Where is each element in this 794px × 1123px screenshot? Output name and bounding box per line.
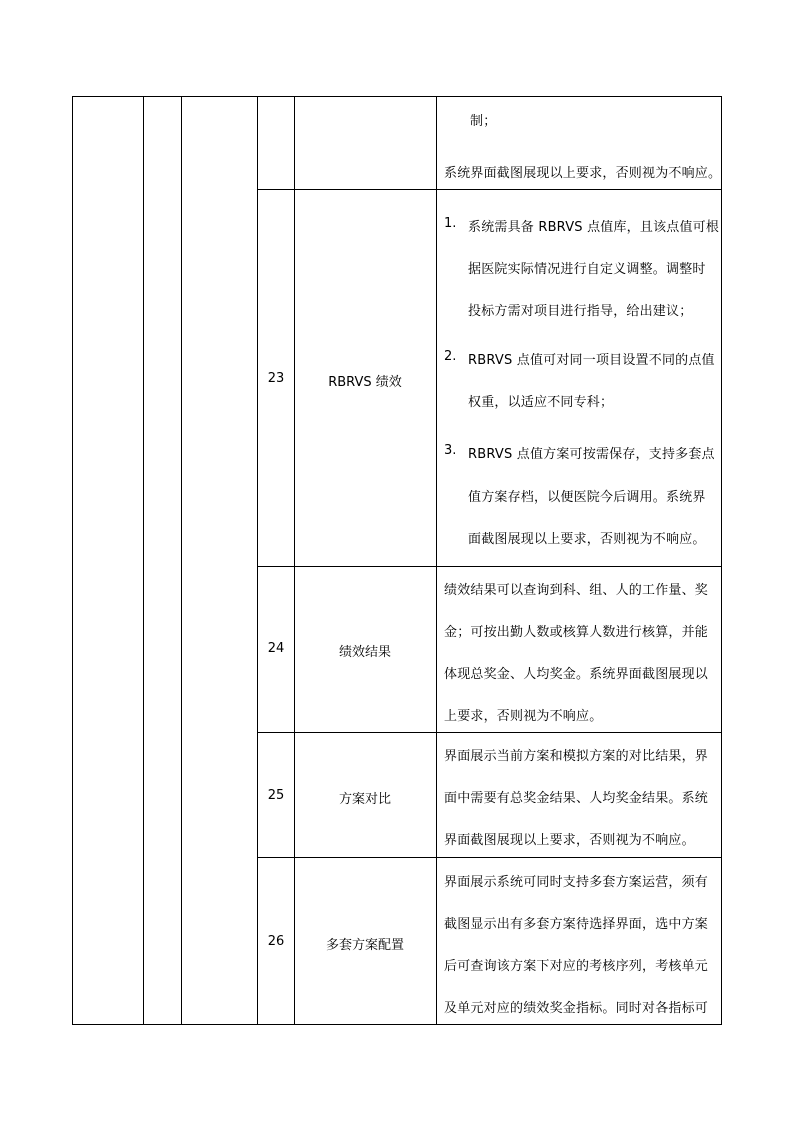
row-item-name: 多套方案配置: [325, 938, 404, 953]
requirement-line: 据医院实际情况进行自定义调整。调整时: [468, 262, 706, 277]
requirement-line: 面中需要有总奖金结果、人均奖金结果。系统: [444, 791, 709, 806]
list-marker: 2.: [444, 349, 457, 364]
requirement-line: 体现总奖金、人均奖金。系统界面截图展现以: [444, 667, 709, 682]
requirement-line: 金；可按出勤人数或核算人数进行核算，并能: [444, 625, 709, 640]
requirement-line: 后可查询该方案下对应的考核序列，考核单元: [444, 959, 709, 974]
row-border-23-24: [257, 566, 722, 567]
row-border-bottom: [72, 1024, 722, 1025]
requirement-line: 上要求，否则视为不响应。: [444, 709, 603, 724]
requirement-line: 系统界面截图展现以上要求，否则视为不响应。: [444, 166, 722, 181]
col-border-5: [294, 96, 295, 1025]
list-marker: 3.: [444, 443, 457, 458]
requirement-line: 界面展示系统可同时支持多套方案运营，须有: [444, 875, 709, 890]
requirement-line: RBRVS 点值方案可按需保存，支持多套点: [468, 447, 715, 462]
row-item-name: RBRVS 绩效: [328, 375, 402, 390]
requirement-line: 投标方需对项目进行指导，给出建议；: [468, 304, 693, 319]
row-border-top: [72, 96, 722, 97]
row-item-name: 方案对比: [338, 792, 391, 807]
col-border-6: [436, 96, 437, 1025]
col-border-2: [143, 96, 144, 1025]
requirement-line: 界面截图展现以上要求，否则视为不响应。: [444, 833, 695, 848]
row-number: 26: [267, 934, 285, 949]
requirement-line: RBRVS 点值可对同一项目设置不同的点值: [468, 353, 715, 368]
row-number: 24: [267, 641, 285, 656]
requirement-line: 系统需具备 RBRVS 点值库，且该点值可根: [468, 220, 720, 235]
requirement-line: 及单元对应的绩效奖金指标。同时对各指标可: [444, 1001, 709, 1016]
row-border-25-26: [257, 857, 722, 858]
requirement-line: 面截图展现以上要求，否则视为不响应。: [468, 532, 706, 547]
requirement-line: 值方案存档，以便医院今后调用。系统界: [468, 490, 706, 505]
requirement-line: 绩效结果可以查询到科、组、人的工作量、奖: [444, 583, 709, 598]
col-border-3: [181, 96, 182, 1025]
requirement-line: 制；: [470, 114, 497, 129]
col-border-4: [257, 96, 258, 1025]
requirement-line: 界面展示当前方案和模拟方案的对比结果，界: [444, 749, 709, 764]
col-border-1: [72, 96, 73, 1025]
col-border-7: [721, 96, 722, 1025]
list-marker: 1.: [444, 216, 457, 231]
row-border-24-25: [257, 732, 722, 733]
requirement-line: 截图显示出有多套方案待选择界面，选中方案: [444, 917, 709, 932]
row-number: 25: [267, 788, 285, 803]
row-number: 23: [267, 371, 285, 386]
requirement-line: 权重，以适应不同专科；: [468, 395, 614, 410]
row-border-22-23: [257, 189, 722, 190]
row-item-name: 绩效结果: [338, 645, 391, 660]
